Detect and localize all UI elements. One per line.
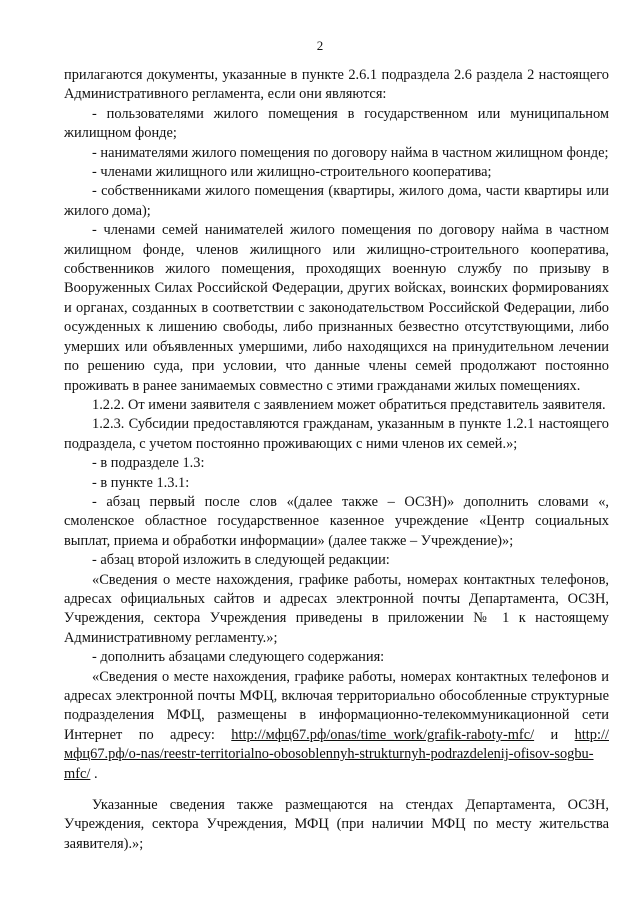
document-body: [64, 66, 609, 854]
mfc-paragraph: [64, 668, 609, 784]
list-item: - в пункте 1.3.1:: [92, 474, 190, 491]
list-item: - членами жилищного или жилищно-строительного кооператива;: [92, 164, 492, 181]
list-item: - абзац второй изложить в следующей редакции:: [92, 552, 390, 569]
paragraph: прилагаются документы, указанные в пункте 2.6.1 подраздела 2.6 раздела 2 настоящего Административного регламента, если они являются:: [64, 67, 609, 103]
closing-paragraph: Указанные сведения также размещаются на стендах Департамента, ОСЗН, Учреждения, сектора Учреждения, МФЦ (при наличии МФЦ по месту жительства заявителя).»;: [64, 797, 609, 852]
paragraph: «Сведения о месте нахождения, графике работы, номерах контактных телефонов, адресах официальных сайтов и адресах электронной почты Департамента, ОСЗН, Учреждения, сектора Учреждения приведены в приложении № 1 к настоящему Административному регламенту.»;: [64, 571, 609, 646]
mfc-end: .: [90, 765, 98, 782]
list-item: - пользователями жилого помещения в государственном или муниципальном жилищном фонде;: [64, 105, 609, 142]
list-item: - дополнить абзацами следующего содержания:: [92, 649, 385, 666]
mfc-registry-link[interactable]: http://мфц67.рф/o-nas/reestr-territorialno-obosoblennyh-strukturnyh-podrazdelenij-ofisov-sogbu-mfc/: [64, 726, 609, 782]
page-number: 2: [316, 38, 324, 53]
mfc-schedule-link[interactable]: http://мфц67.рф/onas/time_work/grafik-raboty-mfc/: [231, 726, 535, 743]
list-item: - членами семей нанимателей жилого помещения по договору найма в частном жилищном фонде, членов жилищного или жилищно-строительного кооператива, собственников жилого помещения, проходящих военную службу по призыву в Вооруженных Силах Российской Федерации, других войсках, воинских формированиях и органах, созданных в соответствии с законодательством Российской Федерации, либо осужденных к лишению свободы, либо признанных безвестно отсутствующими, либо умерших или объявленных умершими, либо находящихся на принудительном лечении по решению суда, при условии, что данные члены семей продолжают постоянно проживать в ранее занимаемых совместно с этими гражданами жилых помещениях.: [64, 222, 609, 394]
paragraph: 1.2.3. Субсидии предоставляются гражданам, указанным в пункте 1.2.1 настоящего подраздела, с учетом постоянно проживающих с ними членов их семей.»;: [64, 416, 609, 452]
mfc-conjunction: и: [534, 726, 575, 743]
list-item: - абзац первый после слов «(далее также – ОСЗН)» дополнить словами «, смоленское областное государственное казенное учреждение «Центр социальных выплат, приема и обработки информации» (далее также – Учреждение)»;: [64, 493, 609, 549]
list-item: - в подразделе 1.3:: [92, 455, 205, 472]
mfc-text: «Сведения о месте нахождения, графике работы, номерах контактных телефонов и адресах электронной почты МФЦ, включая территориально обособленные структурные подразделения МФЦ, размещены в информационно-телекоммуникационной сети Интернет по адресу:: [64, 668, 609, 743]
paragraph: 1.2.2. От имени заявителя с заявлением может обратиться представитель заявителя.: [92, 396, 606, 413]
list-item: - нанимателями жилого помещения по договору найма в частном жилищном фонде;: [92, 144, 609, 161]
list-item: - собственниками жилого помещения (квартиры, жилого дома, части квартиры или жилого дома);: [64, 183, 609, 219]
